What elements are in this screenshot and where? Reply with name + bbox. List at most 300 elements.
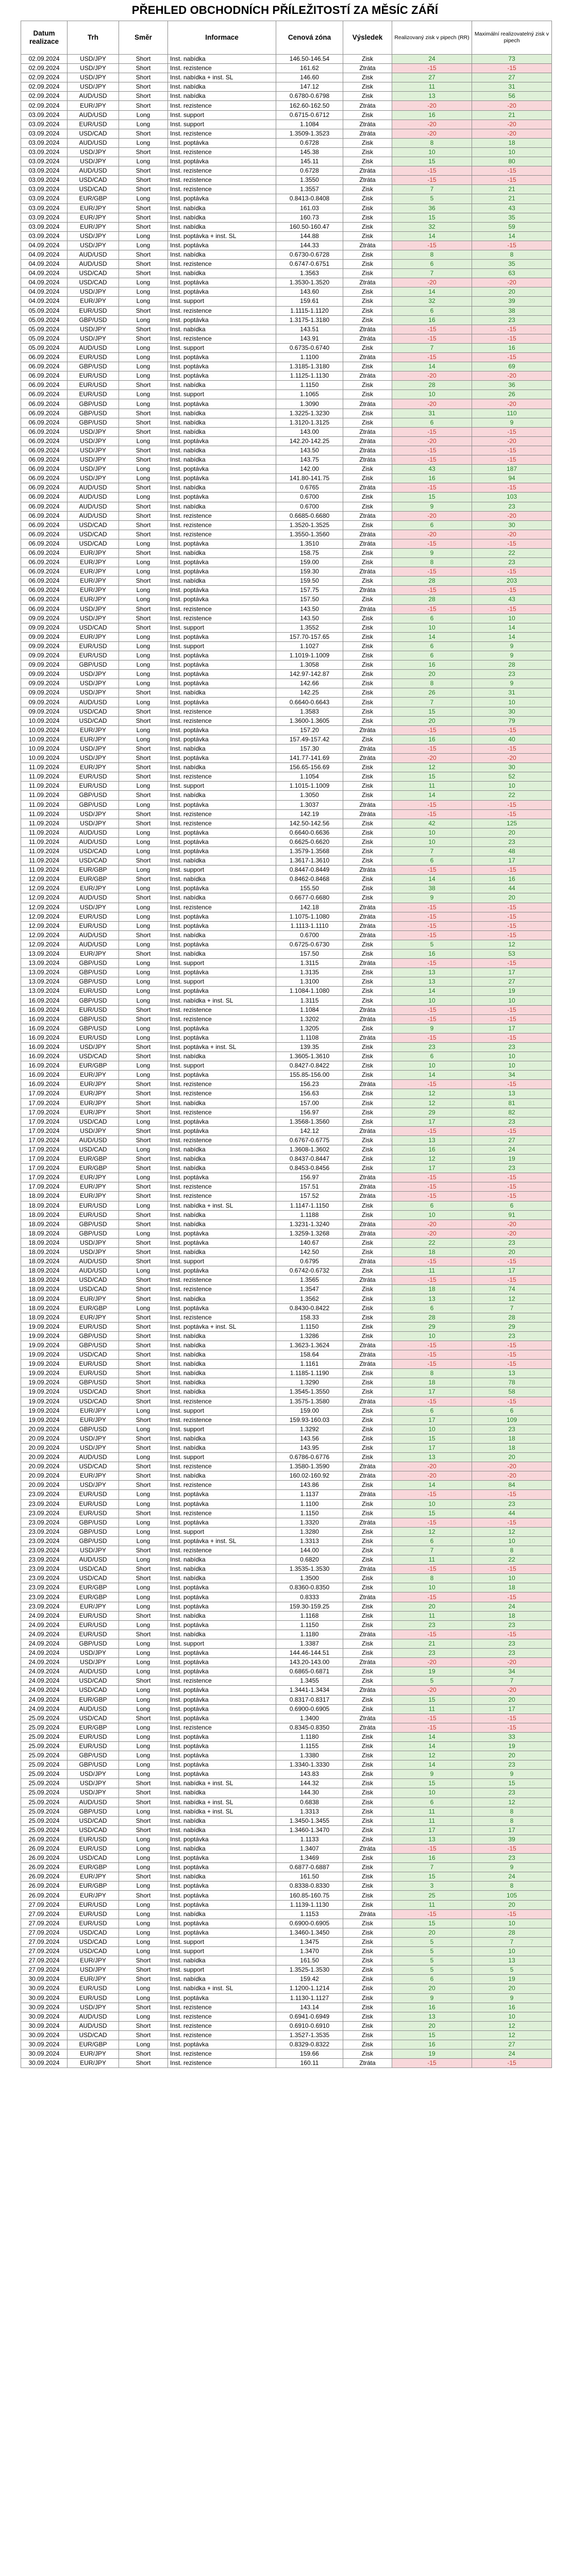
- table-row: [21, 2049, 552, 2059]
- cell-result: Zisk: [343, 1117, 392, 1126]
- cell-direction: Long: [119, 595, 168, 604]
- cell-date: 06.09.2024: [21, 595, 68, 604]
- cell-date: 18.09.2024: [21, 1201, 68, 1210]
- table-row: [21, 2003, 552, 2012]
- cell-pips-max: -20: [472, 1686, 552, 1695]
- cell-info: Inst. poptávka: [168, 595, 276, 604]
- cell-result: Zisk: [343, 1210, 392, 1219]
- table-row: [21, 1490, 552, 1499]
- cell-pips-rr: 11: [392, 1611, 472, 1620]
- cell-info: Inst. poptávka: [168, 1238, 276, 1247]
- cell-pips-max: 17: [472, 1266, 552, 1276]
- cell-pips-max: 20: [472, 1900, 552, 1909]
- table-row: [21, 614, 552, 623]
- cell-market: USD/CAD: [68, 269, 119, 278]
- cell-date: 06.09.2024: [21, 474, 68, 483]
- table-row: [21, 2040, 552, 2049]
- cell-pips-rr: 6: [392, 1798, 472, 1807]
- cell-market: USD/JPY: [68, 819, 119, 828]
- cell-direction: Short: [119, 2003, 168, 2012]
- cell-date: 25.09.2024: [21, 1825, 68, 1835]
- cell-result: Zisk: [343, 1835, 392, 1844]
- cell-date: 30.09.2024: [21, 1984, 68, 1993]
- cell-direction: Long: [119, 1732, 168, 1741]
- cell-price: 1.3450-1.3455: [276, 1816, 343, 1825]
- cell-info: Inst. poptávka: [168, 1602, 276, 1611]
- cell-direction: Short: [119, 185, 168, 194]
- cell-direction: Long: [119, 698, 168, 707]
- cell-date: 30.09.2024: [21, 1993, 68, 2003]
- cell-date: 23.09.2024: [21, 1574, 68, 1583]
- cell-pips-rr: -15: [392, 1033, 472, 1042]
- cell-market: USD/CAD: [68, 1145, 119, 1154]
- table-row: [21, 1276, 552, 1285]
- cell-pips-rr: -20: [392, 530, 472, 539]
- cell-date: 09.09.2024: [21, 688, 68, 698]
- cell-pips-max: 17: [472, 1704, 552, 1714]
- cell-price: 1.3580-1.3590: [276, 1462, 343, 1471]
- col-header-pips-max: Maximální realizovatelný zisk v pipech: [472, 21, 552, 55]
- cell-price: 1.3510: [276, 539, 343, 548]
- cell-price: 157.30: [276, 744, 343, 753]
- cell-pips-max: -15: [472, 539, 552, 548]
- cell-direction: Long: [119, 641, 168, 651]
- cell-pips-max: 12: [472, 2030, 552, 2040]
- cell-direction: Long: [119, 1751, 168, 1760]
- cell-market: EUR/JPY: [68, 204, 119, 213]
- cell-date: 10.09.2024: [21, 725, 68, 735]
- cell-market: USD/CAD: [68, 1937, 119, 1946]
- cell-info: Inst. nabídka: [168, 1956, 276, 1965]
- cell-market: EUR/USD: [68, 1611, 119, 1620]
- cell-date: 25.09.2024: [21, 1798, 68, 1807]
- cell-date: 02.09.2024: [21, 92, 68, 101]
- table-row: [21, 1397, 552, 1406]
- cell-result: Zisk: [343, 1900, 392, 1909]
- cell-pips-rr: 10: [392, 828, 472, 837]
- cell-info: Inst. poptávka: [168, 1583, 276, 1592]
- cell-pips-max: 18: [472, 1611, 552, 1620]
- cell-info: Inst. poptávka: [168, 1117, 276, 1126]
- cell-price: 0.6715-0.6712: [276, 110, 343, 120]
- cell-market: EUR/JPY: [68, 1294, 119, 1303]
- cell-direction: Long: [119, 1854, 168, 1863]
- cell-direction: Short: [119, 1415, 168, 1425]
- cell-price: 0.6900-0.6905: [276, 1704, 343, 1714]
- table-row: [21, 884, 552, 893]
- cell-market: GBP/USD: [68, 977, 119, 987]
- cell-date: 16.09.2024: [21, 1005, 68, 1014]
- cell-market: EUR/USD: [68, 1322, 119, 1331]
- cell-pips-max: 82: [472, 1108, 552, 1117]
- cell-pips-max: 78: [472, 1378, 552, 1387]
- cell-direction: Long: [119, 287, 168, 297]
- cell-pips-max: 33: [472, 1732, 552, 1741]
- cell-direction: Short: [119, 1462, 168, 1471]
- table-row: [21, 1965, 552, 1975]
- cell-direction: Long: [119, 2012, 168, 2021]
- cell-price: 1.1147-1.1150: [276, 1201, 343, 1210]
- table-row: [21, 558, 552, 567]
- cell-info: Inst. nabídka: [168, 1164, 276, 1173]
- cell-result: Zisk: [343, 1620, 392, 1630]
- cell-info: Inst. poptávka: [168, 1863, 276, 1872]
- cell-direction: Short: [119, 754, 168, 763]
- cell-date: 13.09.2024: [21, 977, 68, 987]
- cell-direction: Long: [119, 297, 168, 306]
- cell-pips-max: 20: [472, 1984, 552, 1993]
- table-row: [21, 1770, 552, 1779]
- cell-result: Zisk: [343, 1825, 392, 1835]
- cell-result: Ztráta: [343, 483, 392, 493]
- cell-info: Inst. support: [168, 297, 276, 306]
- cell-price: 1.3115: [276, 959, 343, 968]
- cell-direction: Long: [119, 362, 168, 371]
- table-row: [21, 586, 552, 595]
- cell-info: Inst. rezistence: [168, 716, 276, 725]
- cell-info: Inst. rezistence: [168, 707, 276, 716]
- cell-price: 157.70-157.65: [276, 632, 343, 641]
- cell-price: 161.62: [276, 64, 343, 73]
- table-row: [21, 297, 552, 306]
- cell-market: EUR/GBP: [68, 1592, 119, 1602]
- cell-market: AUD/USD: [68, 930, 119, 940]
- cell-pips-max: -20: [472, 101, 552, 110]
- cell-date: 05.09.2024: [21, 315, 68, 325]
- cell-price: 1.3135: [276, 968, 343, 977]
- cell-pips-rr: -15: [392, 1005, 472, 1014]
- cell-pips-max: 35: [472, 213, 552, 222]
- cell-pips-max: 18: [472, 1443, 552, 1452]
- cell-info: Inst. poptávka: [168, 940, 276, 949]
- cell-direction: Short: [119, 819, 168, 828]
- cell-result: Ztráta: [343, 567, 392, 577]
- cell-result: Zisk: [343, 390, 392, 399]
- table-row: [21, 1854, 552, 1863]
- cell-price: 1.1161: [276, 1360, 343, 1369]
- cell-direction: Short: [119, 707, 168, 716]
- cell-pips-max: 21: [472, 185, 552, 194]
- cell-pips-max: 34: [472, 1071, 552, 1080]
- cell-pips-rr: 10: [392, 837, 472, 846]
- cell-info: Inst. poptávka: [168, 1592, 276, 1602]
- cell-info: Inst. poptávka: [168, 632, 276, 641]
- cell-direction: Long: [119, 1229, 168, 1238]
- cell-price: 1.3407: [276, 1844, 343, 1854]
- cell-direction: Long: [119, 1844, 168, 1854]
- cell-result: Ztráta: [343, 1360, 392, 1369]
- cell-direction: Short: [119, 716, 168, 725]
- cell-info: Inst. poptávka: [168, 1882, 276, 1891]
- cell-date: 23.09.2024: [21, 1583, 68, 1592]
- cell-pips-max: 28: [472, 1928, 552, 1937]
- cell-price: 0.8430-0.8422: [276, 1303, 343, 1313]
- table-row: [21, 120, 552, 129]
- cell-pips-max: 10: [472, 614, 552, 623]
- cell-pips-max: 24: [472, 1602, 552, 1611]
- cell-date: 10.09.2024: [21, 735, 68, 744]
- cell-pips-rr: 12: [392, 1098, 472, 1108]
- cell-info: Inst. nabídka: [168, 418, 276, 427]
- cell-market: USD/JPY: [68, 82, 119, 92]
- cell-result: Ztráta: [343, 866, 392, 875]
- cell-pips-rr: 9: [392, 502, 472, 511]
- table-row: [21, 1071, 552, 1080]
- table-row: [21, 1378, 552, 1387]
- cell-date: 19.09.2024: [21, 1331, 68, 1341]
- cell-market: USD/CAD: [68, 1285, 119, 1294]
- cell-pips-rr: 15: [392, 1919, 472, 1928]
- cell-result: Ztráta: [343, 530, 392, 539]
- cell-info: Inst. nabídka: [168, 1369, 276, 1378]
- cell-pips-max: -20: [472, 120, 552, 129]
- cell-pips-max: 23: [472, 837, 552, 846]
- table-row: [21, 595, 552, 604]
- cell-market: EUR/USD: [68, 371, 119, 381]
- cell-result: Zisk: [343, 2040, 392, 2049]
- cell-market: GBP/USD: [68, 362, 119, 371]
- cell-date: 18.09.2024: [21, 1248, 68, 1257]
- cell-result: Zisk: [343, 502, 392, 511]
- cell-pips-max: 23: [472, 1425, 552, 1434]
- cell-pips-max: 8: [472, 1546, 552, 1555]
- cell-info: Inst. poptávka: [168, 138, 276, 147]
- cell-date: 04.09.2024: [21, 287, 68, 297]
- cell-pips-rr: 13: [392, 2012, 472, 2021]
- cell-price: 1.3470: [276, 1947, 343, 1956]
- cell-result: Zisk: [343, 1574, 392, 1583]
- cell-market: EUR/USD: [68, 1033, 119, 1042]
- cell-date: 09.09.2024: [21, 651, 68, 660]
- table-row: [21, 446, 552, 455]
- cell-direction: Short: [119, 176, 168, 185]
- cell-result: Ztráta: [343, 427, 392, 436]
- cell-info: Inst. nabídka: [168, 1975, 276, 1984]
- cell-pips-max: 10: [472, 1919, 552, 1928]
- cell-market: USD/JPY: [68, 64, 119, 73]
- cell-pips-max: 69: [472, 362, 552, 371]
- cell-direction: Long: [119, 632, 168, 641]
- cell-pips-rr: 14: [392, 1732, 472, 1741]
- cell-date: 03.09.2024: [21, 204, 68, 213]
- cell-result: Zisk: [343, 977, 392, 987]
- cell-pips-rr: 15: [392, 707, 472, 716]
- cell-pips-rr: -15: [392, 1630, 472, 1639]
- cell-date: 13.09.2024: [21, 968, 68, 977]
- cell-market: GBP/USD: [68, 399, 119, 409]
- cell-direction: Short: [119, 772, 168, 782]
- cell-market: EUR/USD: [68, 641, 119, 651]
- table-row: [21, 1294, 552, 1303]
- cell-info: Inst. rezistence: [168, 1276, 276, 1285]
- cell-info: Inst. poptávka + inst. SL: [168, 231, 276, 241]
- cell-pips-rr: -20: [392, 754, 472, 763]
- cell-pips-max: 109: [472, 1415, 552, 1425]
- cell-date: 30.09.2024: [21, 2003, 68, 2012]
- cell-date: 23.09.2024: [21, 1509, 68, 1518]
- cell-pips-max: -20: [472, 278, 552, 287]
- cell-info: Inst. nabídka + inst. SL: [168, 1984, 276, 1993]
- cell-result: Zisk: [343, 548, 392, 557]
- cell-result: Zisk: [343, 260, 392, 269]
- table-row: [21, 1126, 552, 1136]
- cell-date: 04.09.2024: [21, 269, 68, 278]
- cell-result: Zisk: [343, 1649, 392, 1658]
- cell-pips-max: 23: [472, 1620, 552, 1630]
- cell-date: 03.09.2024: [21, 213, 68, 222]
- cell-pips-rr: 14: [392, 1481, 472, 1490]
- cell-result: Zisk: [343, 1378, 392, 1387]
- table-row: [21, 110, 552, 120]
- cell-info: Inst. nabídka: [168, 1210, 276, 1219]
- cell-price: 0.8427-0.8422: [276, 1061, 343, 1071]
- cell-price: 160.73: [276, 213, 343, 222]
- cell-pips-rr: 10: [392, 1583, 472, 1592]
- cell-date: 19.09.2024: [21, 1406, 68, 1415]
- cell-result: Zisk: [343, 1741, 392, 1751]
- cell-result: Zisk: [343, 1947, 392, 1956]
- cell-pips-rr: 6: [392, 641, 472, 651]
- cell-result: Ztráta: [343, 1909, 392, 1919]
- cell-date: 03.09.2024: [21, 120, 68, 129]
- cell-price: 1.3050: [276, 791, 343, 800]
- cell-result: Ztráta: [343, 511, 392, 520]
- cell-price: 161.50: [276, 1872, 343, 1882]
- cell-info: Inst. nabídka: [168, 1630, 276, 1639]
- cell-direction: Short: [119, 1825, 168, 1835]
- col-header-pips-rr: Realizovaný zisk v pipech (RR): [392, 21, 472, 55]
- cell-date: 11.09.2024: [21, 846, 68, 856]
- cell-pips-max: 30: [472, 520, 552, 530]
- cell-direction: Long: [119, 1937, 168, 1946]
- cell-pips-max: -15: [472, 2059, 552, 2068]
- cell-direction: Short: [119, 1872, 168, 1882]
- cell-price: 146.50-146.54: [276, 55, 343, 64]
- cell-direction: Long: [119, 1117, 168, 1126]
- cell-date: 24.09.2024: [21, 1611, 68, 1620]
- cell-date: 11.09.2024: [21, 809, 68, 819]
- cell-direction: Short: [119, 1471, 168, 1481]
- cell-pips-max: -15: [472, 1182, 552, 1192]
- cell-direction: Short: [119, 166, 168, 176]
- cell-market: AUD/USD: [68, 511, 119, 520]
- cell-direction: Short: [119, 129, 168, 138]
- table-row: [21, 306, 552, 315]
- table-row: [21, 1807, 552, 1816]
- cell-info: Inst. poptávka: [168, 1303, 276, 1313]
- cell-price: 143.60: [276, 287, 343, 297]
- cell-market: EUR/USD: [68, 782, 119, 791]
- cell-info: Inst. poptávka: [168, 1835, 276, 1844]
- cell-market: EUR/GBP: [68, 194, 119, 204]
- cell-price: 1.1150: [276, 1620, 343, 1630]
- cell-market: EUR/GBP: [68, 1061, 119, 1071]
- cell-result: Ztráta: [343, 604, 392, 614]
- cell-direction: Long: [119, 1667, 168, 1676]
- cell-price: 158.33: [276, 1313, 343, 1322]
- cell-result: Ztráta: [343, 446, 392, 455]
- cell-result: Zisk: [343, 1266, 392, 1276]
- cell-date: 18.09.2024: [21, 1313, 68, 1322]
- cell-result: Zisk: [343, 651, 392, 660]
- cell-market: USD/CAD: [68, 1676, 119, 1686]
- cell-pips-rr: 10: [392, 390, 472, 399]
- cell-price: 156.97: [276, 1173, 343, 1182]
- cell-date: 13.09.2024: [21, 959, 68, 968]
- table-row: [21, 1350, 552, 1360]
- cell-info: Inst. support: [168, 110, 276, 120]
- cell-pips-max: -15: [472, 1397, 552, 1406]
- cell-pips-max: 9: [472, 1770, 552, 1779]
- table-row: [21, 1844, 552, 1854]
- cell-result: Ztráta: [343, 371, 392, 381]
- cell-market: EUR/GBP: [68, 1863, 119, 1872]
- table-row: [21, 707, 552, 716]
- cell-direction: Short: [119, 1108, 168, 1117]
- cell-market: USD/CAD: [68, 716, 119, 725]
- cell-result: Zisk: [343, 679, 392, 688]
- cell-pips-rr: 23: [392, 1649, 472, 1658]
- cell-result: Ztráta: [343, 930, 392, 940]
- cell-pips-max: -15: [472, 866, 552, 875]
- cell-date: 06.09.2024: [21, 418, 68, 427]
- cell-pips-max: 12: [472, 1294, 552, 1303]
- cell-price: 147.12: [276, 82, 343, 92]
- cell-result: Ztráta: [343, 1126, 392, 1136]
- cell-pips-rr: 32: [392, 222, 472, 231]
- cell-result: Zisk: [343, 2003, 392, 2012]
- table-row: [21, 1266, 552, 1276]
- cell-pips-rr: 10: [392, 623, 472, 632]
- cell-date: 25.09.2024: [21, 1741, 68, 1751]
- cell-direction: Long: [119, 1723, 168, 1732]
- cell-pips-max: 5: [472, 1965, 552, 1975]
- cell-market: EUR/JPY: [68, 1098, 119, 1108]
- cell-pips-rr: 11: [392, 1900, 472, 1909]
- cell-market: EUR/JPY: [68, 558, 119, 567]
- cell-date: 16.09.2024: [21, 1061, 68, 1071]
- cell-direction: Short: [119, 1434, 168, 1443]
- cell-result: Ztráta: [343, 1723, 392, 1732]
- cell-date: 11.09.2024: [21, 819, 68, 828]
- cell-market: AUD/USD: [68, 92, 119, 101]
- cell-date: 09.09.2024: [21, 698, 68, 707]
- cell-info: Inst. rezistence: [168, 2021, 276, 2030]
- table-row: [21, 399, 552, 409]
- cell-direction: Long: [119, 1658, 168, 1667]
- cell-info: Inst. nabídka: [168, 213, 276, 222]
- cell-pips-max: -15: [472, 353, 552, 362]
- cell-pips-max: 23: [472, 1649, 552, 1658]
- cell-date: 17.09.2024: [21, 1182, 68, 1192]
- cell-info: Inst. support: [168, 343, 276, 352]
- cell-info: Inst. rezistence: [168, 129, 276, 138]
- cell-pips-rr: 14: [392, 632, 472, 641]
- table-row: [21, 1919, 552, 1928]
- table-row: [21, 782, 552, 791]
- cell-market: EUR/JPY: [68, 586, 119, 595]
- cell-direction: Long: [119, 1835, 168, 1844]
- cell-pips-max: 125: [472, 819, 552, 828]
- cell-direction: Short: [119, 101, 168, 110]
- cell-info: Inst. poptávka: [168, 725, 276, 735]
- cell-market: EUR/JPY: [68, 632, 119, 641]
- cell-price: 0.6865-0.6871: [276, 1667, 343, 1676]
- cell-pips-max: -20: [472, 371, 552, 381]
- cell-pips-max: 23: [472, 315, 552, 325]
- cell-pips-max: 203: [472, 577, 552, 586]
- cell-direction: Short: [119, 64, 168, 73]
